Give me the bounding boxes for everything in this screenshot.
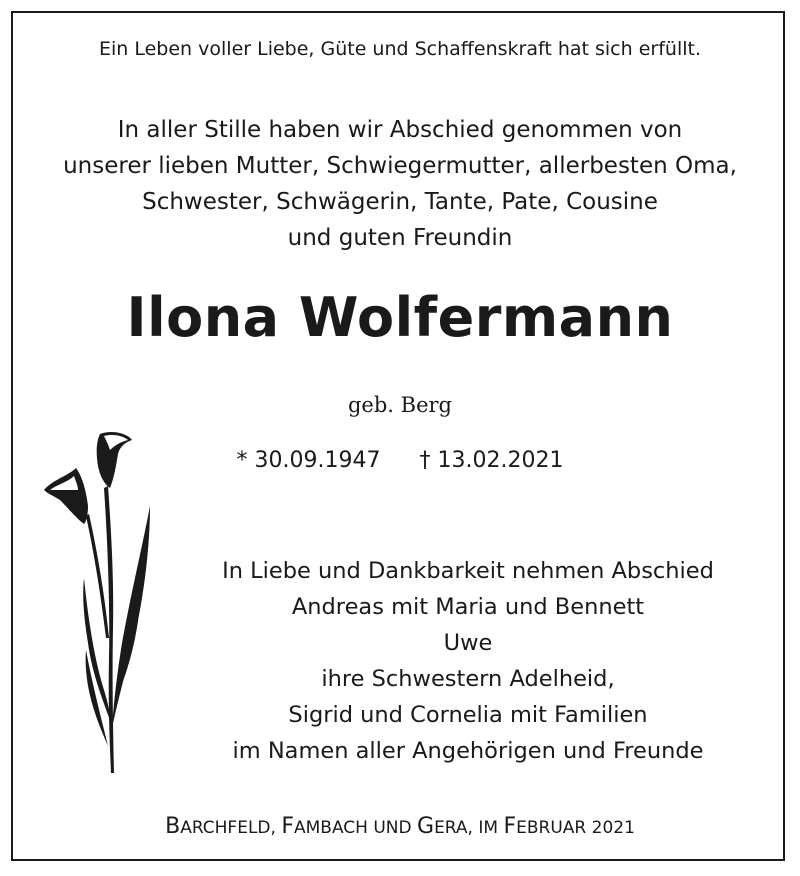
- place-initial: F: [281, 814, 294, 839]
- mourners-line: Sigrid und Cornelia mit Familien: [288, 702, 648, 728]
- announcement-line: In aller Stille haben wir Abschied genommen von: [117, 117, 683, 143]
- announcement-line: Schwester, Schwägerin, Tante, Pate, Cousine: [142, 189, 658, 215]
- birth-name: geb. Berg: [347, 393, 452, 417]
- mourners-line: Uwe: [443, 630, 493, 656]
- mourners-line: im Namen aller Angehörigen und Freunde: [232, 738, 704, 764]
- announcement-line: unserer lieben Mutter, Schwiegermutter, allerbesten Oma,: [63, 153, 737, 179]
- announcement-text: [0, 112, 800, 256]
- place-initial: B: [165, 814, 181, 839]
- mourners-line: Andreas mit Maria und Bennett: [291, 594, 645, 620]
- death-date: † 13.02.2021: [419, 448, 564, 473]
- intro-line: Ein Leben voller Liebe, Güte und Schaffenskraft hat sich erfüllt.: [99, 38, 701, 60]
- place-text: ARCHFELD,: [180, 818, 276, 838]
- mourners-line: ihre Schwestern Adelheid,: [321, 666, 615, 692]
- place-initial: G: [417, 814, 435, 839]
- month-text: EBRUAR: [516, 818, 587, 838]
- place-and-date: [0, 814, 800, 839]
- year: 2021: [591, 818, 635, 838]
- mourners-line: In Liebe und Dankbarkeit nehmen Abschied: [222, 558, 714, 584]
- place-text: ERA, IM: [434, 818, 499, 838]
- month-initial: F: [503, 814, 517, 839]
- deceased-name: Ilona Wolfermann: [126, 286, 674, 349]
- mourners-block: [78, 553, 800, 769]
- announcement-line: und guten Freundin: [287, 225, 513, 251]
- birth-date: * 30.09.1947: [236, 448, 381, 473]
- place-text: AMBACH UND: [293, 818, 412, 838]
